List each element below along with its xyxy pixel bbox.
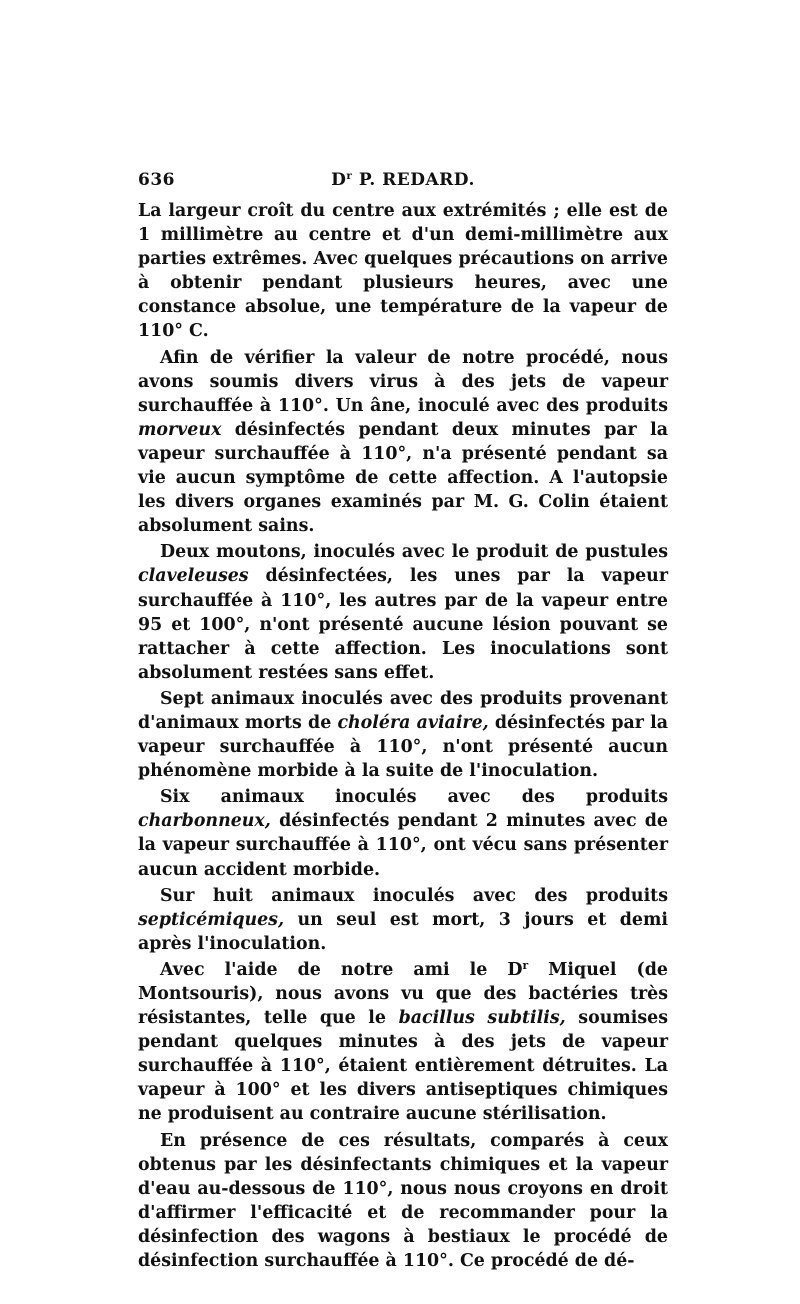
italic-term: claveleuses: [138, 566, 249, 587]
italic-term: bacillus subtilis,: [398, 1008, 566, 1029]
text-run: Deux moutons, inoculés avec le produit de pustules: [160, 542, 668, 563]
text-run: soumises pendant quelques minutes à des jets de vapeur surchauffée à 110°, étaient entièrement détruites. La vapeur à 100° et les divers antiseptiques chimiques ne produisent au contraire aucune stérilisation.: [138, 1008, 668, 1125]
paragraph: [138, 884, 668, 956]
text-run: désinfectés pendant 2 minutes avec de la vapeur surchauffée à 110°, ont vécu sans présenter aucun accident morbide.: [138, 811, 668, 880]
text-run: Miquel (de Montsouris), nous avons vu que des bactéries très résistantes, telle que le: [138, 959, 668, 1029]
text-run: Avec l'aide de notre ami le D: [160, 959, 523, 980]
italic-term: charbonneux,: [138, 811, 271, 832]
italic-term: choléra aviaire,: [337, 712, 489, 733]
text-run: désinfectés par la vapeur surchauffée à 110°, n'ont présenté aucun phénomène morbide à la suite de l'inoculation.: [138, 712, 669, 782]
running-title-superscript: r: [346, 170, 353, 183]
paragraph: [138, 687, 668, 783]
running-title: [138, 170, 668, 190]
page-number: 636: [138, 170, 175, 190]
text-run: désinfectés pendant deux minutes par la vapeur surchauffée à 110°, n'a présenté pendant sa vie aucun symptôme de cette affection. A l'autopsie les divers organes examinés par M. G. Colin étaient absolument sains.: [138, 419, 668, 537]
italic-term: morveux: [138, 419, 222, 440]
italic-term: septicémiques,: [138, 909, 285, 930]
text-run: En présence de ces résultats, comparés à ceux obtenus par les désinfectants chimiques et la vapeur d'eau au-dessous de 110°, nous nous croyons en droit d'affirmer l'efficacité et de recommander pour la désinfection des wagons à bestiaux le procédé de désinfection surchauffée à 110°. Ce procédé de dé-: [138, 1130, 668, 1272]
text-run: Afin de vérifier la valeur de notre procédé, nous avons soumis divers virus à des jets de vapeur surchauffée à 110°. Un âne, inoculé avec des produits: [138, 347, 668, 416]
text-run: Six animaux inoculés avec des produits: [160, 787, 668, 808]
superscript: r: [522, 958, 529, 972]
text-run: un seul est mort, 3 jours et demi après l'inoculation.: [138, 909, 668, 954]
paragraph: [138, 958, 668, 1127]
paragraph: [138, 785, 668, 881]
paragraph: [138, 199, 668, 344]
paragraph: [138, 540, 668, 685]
running-title-name: P. REDARD.: [352, 170, 475, 190]
text-run: Sept animaux inoculés avec des produits provenant d'animaux morts de: [138, 688, 668, 733]
running-header: [138, 170, 668, 198]
body-text: [138, 199, 668, 1273]
text-run: désinfectées, les unes par la vapeur surchauffée à 110°, les autres par de la vapeur entre 95 et 100°, n'ont présenté aucune lésion pouvant se rattacher à cette affection. Les inoculations sont absolument restées sans effet.: [138, 566, 668, 683]
paragraph: [138, 1129, 668, 1274]
text-run: Sur huit animaux inoculés avec des produits: [160, 885, 668, 906]
paragraph: [138, 346, 668, 539]
running-title-prefix: D: [331, 170, 347, 190]
text-run: La largeur croît du centre aux extrémités ; elle est de 1 millimètre au centre et d'un demi-millimètre aux parties extrêmes. Avec quelques précautions on arrive à obtenir pendant plusieurs heures, avec une constance absolue, une température de la vapeur de 110° C.: [138, 201, 668, 342]
